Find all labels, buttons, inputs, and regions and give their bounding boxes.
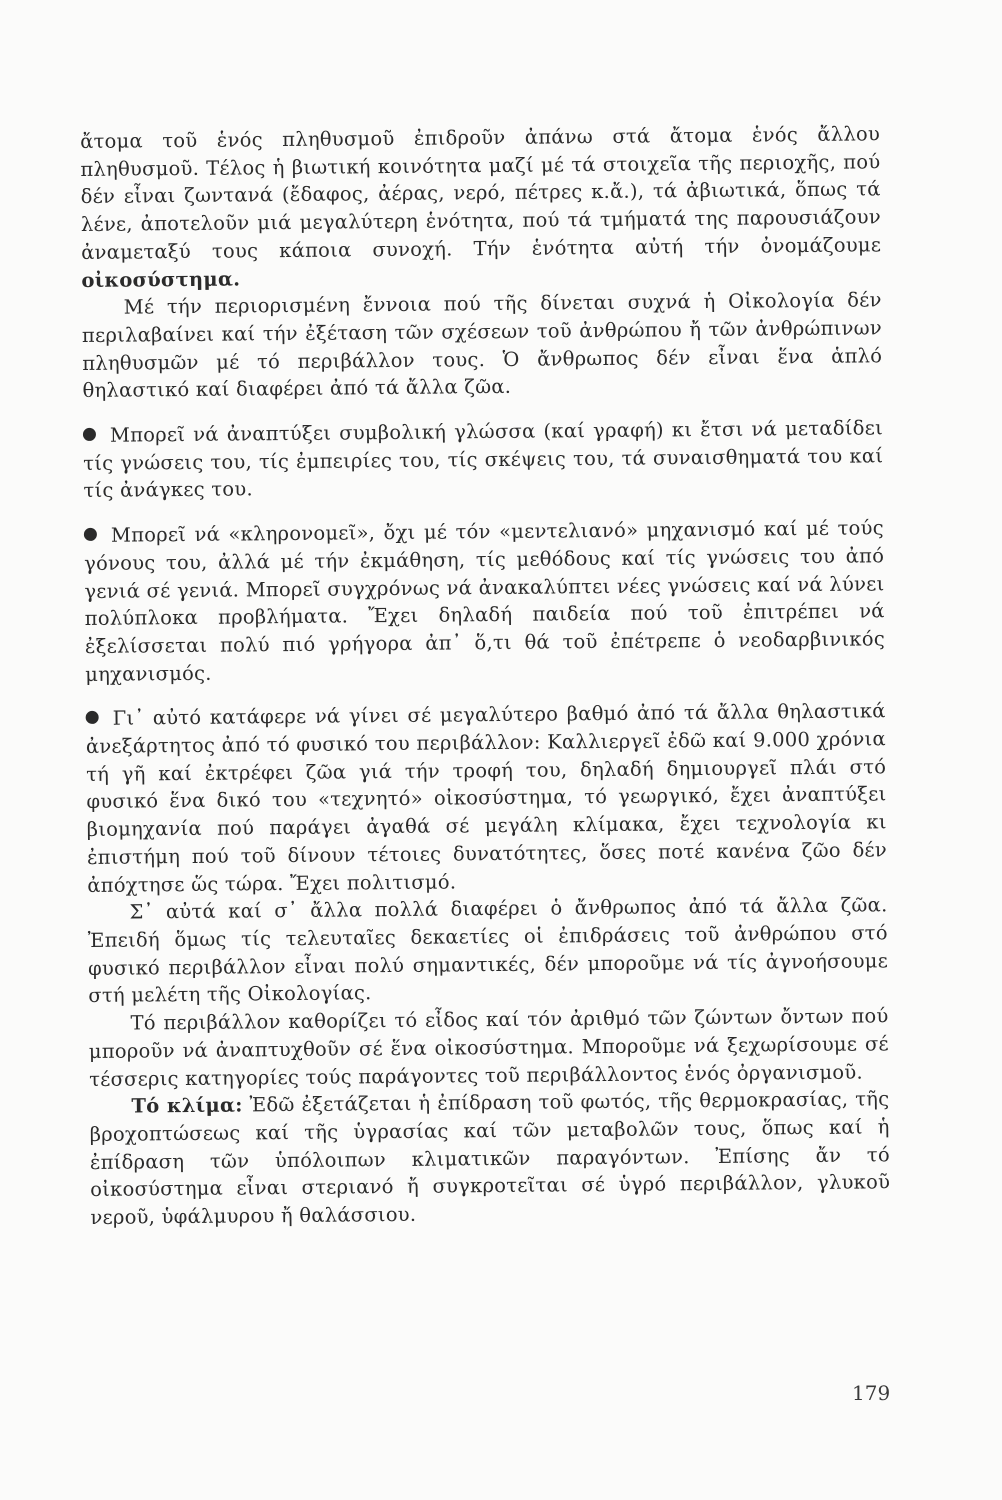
bullet-text: Μπορεῖ νά ἀναπτύξει συμβολική γλώσσα (καί γραφή) κι ἔτσι νά μεταδίδει τίς γνώσεις του, τίς ἐμπειρίες του, τίς σκέψεις του, τά συναισθηματά του καί τίς ἀνάγκες του. <box>83 416 884 503</box>
paragraph-differences <box>87 892 888 1010</box>
bullet-text: Γι᾿ αὐτό κατάφερε νά γίνει σέ μεγαλύτερο βαθμό ἀπό τά ἄλλα θηλαστικά ἀνεξάρτητος ἀπό τό φυσικό του περιβάλλον: Καλλιεργεῖ ἐδῶ καί 9.000 χρόνια τή γῆ καί ἐκτρέφει ζῶα γιά τήν τροφή του, δηλαδή δημιουργεῖ πλάι στό φυσικό ἕνα δικό του «τεχνητό» οἰκοσύστημα, τό γεωργικό, ἔχει ἀναπτύξει βιομηχανία πού παράγει ἀγαθά σέ μεγάλη κλίμακα, ἔχει τεχνολογία κι ἐπιστήμη πού τοῦ δίνουν τέτοιες δυνατότητες, ὅσες ποτέ κανένα ζῶο δέν ἀπόχτησε ὥς τώρα. Ἔχει πολιτισμό. <box>85 699 888 897</box>
paragraph-text: Σ᾿ αὐτά καί σ᾿ ἄλλα πολλά διαφέρει ὁ ἄνθρωπος ἀπό τά ἄλλα ζῶα. Ἐπειδή ὅμως τίς τελευταῖες δεκαετίες οἱ ἐπιδράσεις τοῦ ἀνθρώπου στό φυσικό περιβάλλον εἶναι πολύ σημαντικές, δέν μποροῦμε νά τίς ἀγνοήσουμε στή μελέτη τῆς Οἰκολογίας. <box>87 893 889 1008</box>
bullet-icon <box>83 428 96 441</box>
bullet-item-independence <box>86 698 888 900</box>
paragraph-environment <box>88 1002 889 1093</box>
paragraph-text: Τό περιβάλλον καθορίζει τό εἶδος καί τόν ἀριθμό τῶν ζώντων ὄντων πού μποροῦν νά ἀναπτυχθοῦν σέ ἕνα οἰκοσύστημα. Μποροῦμε νά ξεχωρίσουμε σέ τέσσερις κατηγορίες τούς παράγοντες τοῦ περιβάλλοντος ἑνός ὀργανισμοῦ. <box>88 1004 889 1091</box>
paragraph-human-ecology <box>82 287 883 405</box>
bullet-icon <box>86 711 99 724</box>
page-number: 179 <box>852 1381 891 1405</box>
paragraph-text: ἄτομα τοῦ ἑνός πληθυσμοῦ ἐπιδροῦν ἀπάνω στά ἄτομα ἑνός ἄλλου πληθυσμοῦ. Τέλος ἡ βιωτική κοινότητα μαζί μέ τά στοιχεῖα τῆς περιοχῆς, πού δέν εἶναι ζωντανά (ἔδαφος, ἀέρας, νερό, πέτρες κ.ἄ.), τά ἀβιωτικά, ὅπως τά λένε, ἀποτελοῦν μιά μεγαλύτερη ἑνότητα, πού τά τμήματά της παρουσιάζουν ἀναμεταξύ τους κάποια συνοχή. Τήν ἑνότητα αὐτή τήν ὀνομάζουμε <box>80 122 882 264</box>
body-text <box>80 120 891 1231</box>
bullet-item-language <box>83 414 884 505</box>
bullet-text: Μπορεῖ νά «κληρονομεῖ», ὄχι μέ τόν «μεντελιανό» μηχανισμό καί μέ τούς γόνους του, ἀλλά μέ τήν ἐκμάθηση, τίς μεθόδους καί τίς γνώσεις του ἀπό γενιά σέ γενιά. Μπορεῖ συγχρόνως νά ἀνακαλύπτει νέες γνώσεις καί νά λύνει πολύπλοκα προβλήματα. Ἔχει δηλαδή παιδεία πού τοῦ ἐπιτρέπει νά ἐξελίσσεται πολύ πιό γρήγορα ἀπ᾿ ὅ,τι θά τοῦ ἐπέτρεπε ὁ νεοδαρβινικός μηχανισμός. <box>84 516 886 686</box>
bullet-item-inheritance <box>84 514 886 688</box>
paragraph-text: Ἐδῶ ἐξετάζεται ἡ ἐπίδραση τοῦ φωτός, τῆς θερμοκρασίας, τῆς βροχοπτώσεως καί τῆς ὑγρασίας καί τῶν μεταβολῶν τους, ὅπως καί ἡ ἐπίδραση τῶν ὑπόλοιπων κλιματικῶν παραγόντων. Ἐπίσης ἄν τό οἰκοσύστημα εἶναι στεριανό ἤ συγκροτεῖται σέ ὑγρό περιβάλλον, γλυκοῦ νεροῦ, ὑφάλμυρου ἤ θαλάσσιου. <box>89 1087 891 1229</box>
term-ecosystem: οἰκοσύστημα. <box>81 266 241 292</box>
bullet-icon <box>84 528 97 541</box>
paragraph-ecosystem <box>80 120 882 294</box>
paragraph-climate <box>89 1085 890 1231</box>
paragraph-text: Μέ τήν περιορισμένη ἔννοια πού τῆς δίνεται συχνά ἡ Οἰκολογία δέν περιλαβαίνει καί τήν ἐξέταση τῶν σχέσεων τοῦ ἀνθρώπου ἤ τῶν ἀνθρώπινων πληθυσμῶν μέ τό περιβάλλον τους. Ὁ ἄνθρωπος δέν εἶναι ἕνα ἁπλό θηλαστικό καί διαφέρει ἀπό τά ἄλλα ζῶα. <box>81 288 883 403</box>
term-climate: Τό κλίμα: <box>131 1093 243 1118</box>
